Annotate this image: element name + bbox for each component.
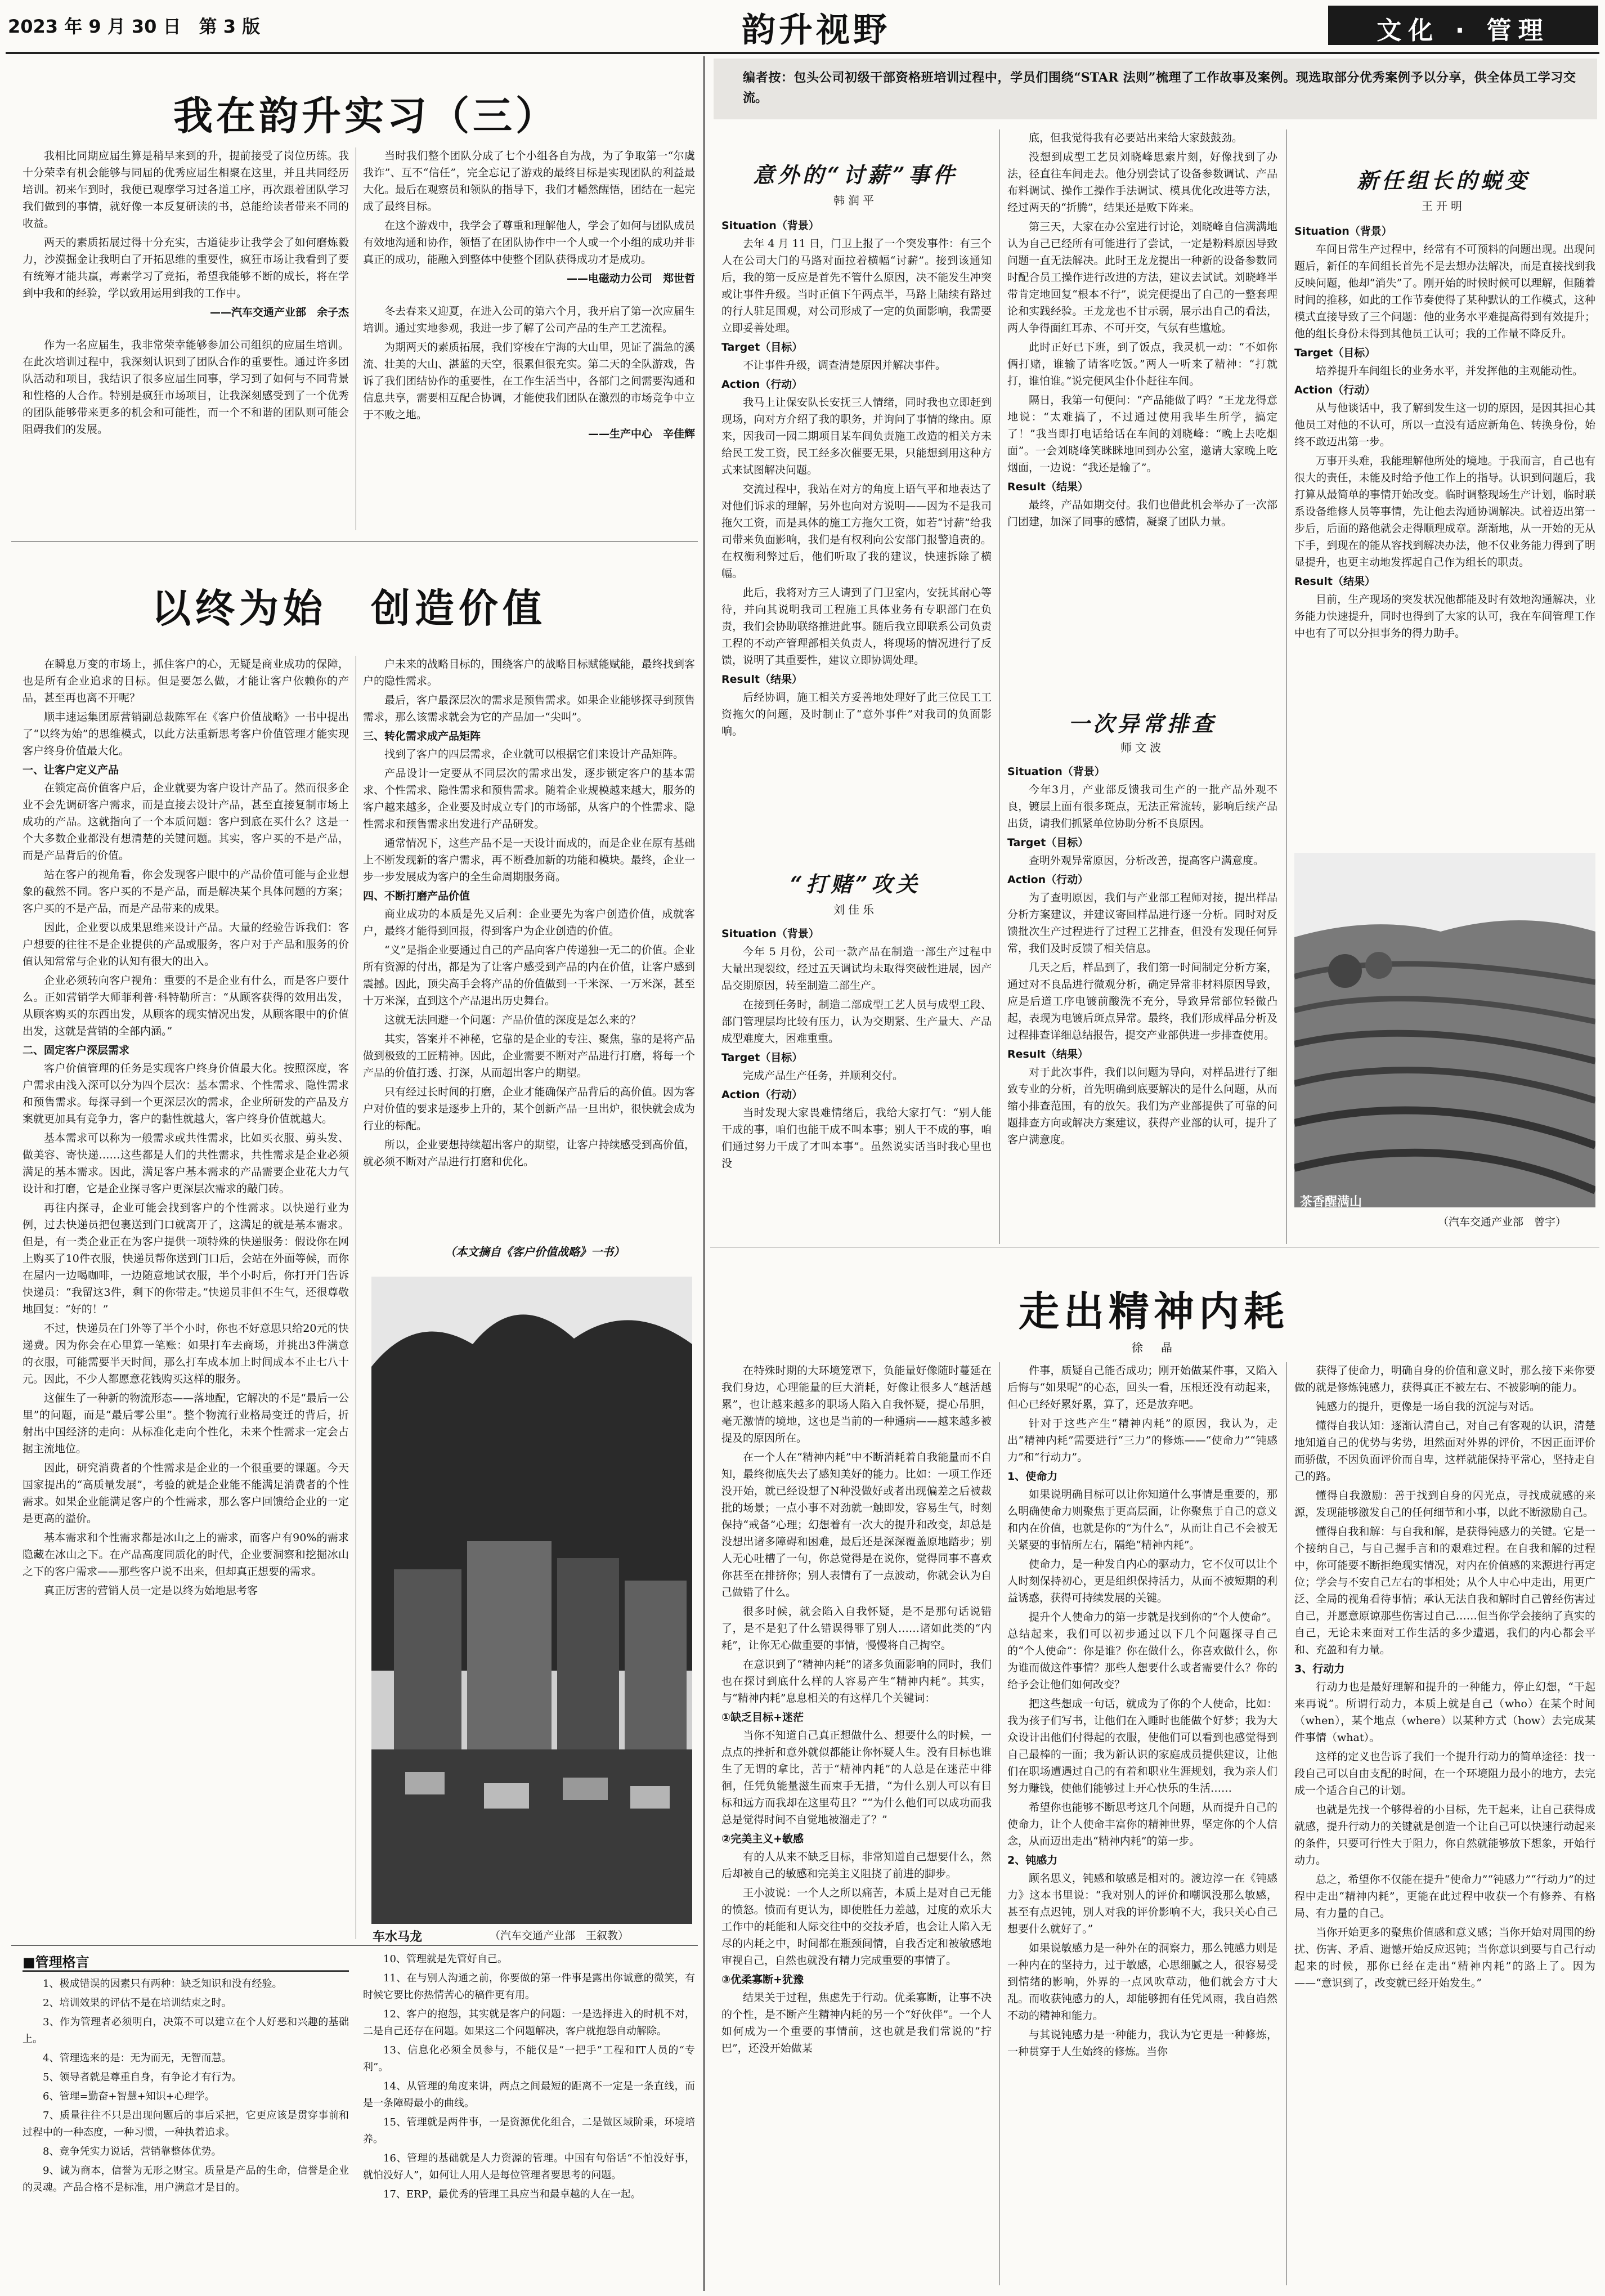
leader-a-text-2: 万事开头难，我能理解他所处的境地。于我而言，自己也有很大的责任，未能及时给予他工作上的指导。认识到问题后，我打算从最简单的事情开始改变。临时调整现场生产计划，临时联系设备维修人员等事情，先让他去沟通协调解决。试着迈出第一步后，后面的路他就会走得顺理成章。渐渐地，从一开始的无从下手，到现在的能从容找到解决办法，他不仅业务能力得到了明显提升，也更主动地发挥起自己作为组长的职责。 (1294, 455, 1595, 569)
spirit-p15: 希望你也能够不断思考这几个问题，从而提升自己的使命力，让个人使命丰富你的精神世界，坚定你的个人信念，从而迈出走出“精神内耗”的第一步。 (1007, 1801, 1277, 1847)
date-issue: 2023 年 9 月 30 日 第 3 版 (8, 16, 261, 37)
value-p6: 企业必须转向客户视角：重要的不是企业有什么，而是客户要什么。正如营销学大师菲利普·科特勒所言：“从顾客获得的效用出发，从顾客购买的东西出发，从顾客的现实情况出发，从顾客眼中的价值出发，这就是营销的全部内涵。” (23, 974, 349, 1037)
spirit-heading-5: 2、钝感力 (1007, 1854, 1058, 1867)
intern-p2: 两天的素质拓展过得十分充实，古道徒步让我学会了如何磨炼毅力，沙漠掘金让我明白了开拓思维的重要性，疯狂市场让我看到了要有统筹才能共赢，毒素学习了竞拓，希望我能够不断的成长，将在学到中我和的经验，学以致用运用到我的工作中。 (23, 236, 349, 299)
tea-photo-drawing (1294, 853, 1595, 1207)
bet-r-label: Result（结果） (1007, 481, 1088, 493)
intern-p4: 当时我们整个团队分成了七个小组各自为战，为了争取第一“尔虞我诈”、互不“信任”，完全忘记了游戏的最终目标是实现团队的利益最大化。最后在观察员和领队的指导下，我们才幡然醒悟，团结在一起完成了最终目标。 (363, 150, 695, 213)
spirit-p26: 也就是先找一个够得着的小目标，先干起来，让自己获得成就感，提升行动力的关键就是创造一个让自己可以快速行动起来的条件，只要可行性大于阻力，你自然就能够放下想象，开始行动力。 (1294, 1803, 1595, 1867)
spirit-p10: 针对于这些产生“精神内耗”的原因，我认为，走出“精神内耗”需要进行“三力”的修炼——“使命力”“钝感力”和“行动力”。 (1007, 1417, 1277, 1463)
spirit-heading-3: ③优柔寡断+犹豫 (721, 1973, 804, 1986)
masthead-rule (6, 52, 1599, 54)
value-p14: 真正厉害的营销人员一定是以终为始地思考客 (44, 1585, 258, 1597)
coffee-t-label: Target（目标） (721, 341, 803, 353)
quotes-col2 (363, 1951, 695, 2289)
quote-14: 14、从管理的角度来讲，两点之间最短的距离不一定是一条直线，而是一条障碍最小的曲线。 (363, 2080, 695, 2109)
spirit-p7: 王小波说：一个人之所以痛苦，本质上是对自己无能的愤怒。愤而有更认为，即使胜任力差越，过度的欢乐大工作中的耗能和人际交往中的交技矛盾，也会让人陷入无尽的内耗之中，时间都在瓶颈间情，自我否定和被敏感地审视自己，自然也就没有精力完成重要的事情了。 (721, 1887, 992, 1967)
street-photo-drawing (371, 1277, 692, 1924)
value-p15: 户未来的战略目标的，围绕客户的战略目标赋能赋能，最终找到客户的隐性需求。 (363, 658, 695, 687)
spirit-col2 (1007, 1362, 1277, 2285)
leader-r-text: 目前，生产现场的突发状况他都能及时有效地沟通解决，业务能力快速提升，同时也得到了大家的认可，我在车间管理工作中也有了可以分担事务的得力助手。 (1294, 593, 1595, 639)
quote-5: 5、领导者就是尊重自身，有争论才有行为。 (43, 2071, 242, 2083)
quote-4: 4、管理选来的是：无为而无，无智而慧。 (43, 2052, 232, 2064)
value-p8: 基本需求可以称为一般需求或共性需求，比如买衣服、剪头发、做美容、寄快递……这些都是人们的共性需求，共性需求是企业必须满足的基本需求。因此，满足客户基本需求的产品需要企业花大力气设计和打磨，它是企业探寻客户更深层次需求的敲门砖。 (23, 1132, 349, 1195)
value-title: 以终为始 创造价值 (151, 585, 546, 632)
leader-story-title: 新任组长的蜕变 (1356, 168, 1530, 193)
tea-photo (1294, 853, 1595, 1207)
bet-t-text: 完成产品生产任务，并顺利交付。 (743, 1069, 904, 1082)
intern-p5: 在这个游戏中，我学会了尊重和理解他人，学会了如何与团队成员有效地沟通和协作，领悟了在团队协作中一个人或一个小组的成功并非真正的成功，能融入到整体中使整个团队获得成功才是成功。 (363, 220, 695, 266)
value-p19: 通常情况下，这些产品不是一天设计而成的，而是企业在原有基础上不断发现新的客户需求，再不断叠加新的功能和模块。最终，企业一步一步发展成为客户的全生命周期服务商。 (363, 837, 695, 883)
street-photo (371, 1277, 692, 1924)
intern-col2 (363, 147, 695, 536)
value-p7: 客户价值管理的任务是实现客户终身价值最大化。按照深度，客户需求由浅入深可以分为四个层次：基本需求、个性需求、隐性需求和预售需求。每探寻到一个更深层次的需求，企业所研发的产品及方案就更加具有竞争力，客户的黏性就越大，客户终身价值就越大。 (23, 1062, 349, 1125)
value-heading-2: 二、固定客户深层需求 (23, 1044, 130, 1057)
page-center-rule (703, 56, 705, 2291)
quote-8: 8、竞争凭实力说话，营销靠整体优势。 (43, 2146, 222, 2158)
value-p3: 在锁定高价值客户后，企业就要为客户设计产品了。然而很多企业不会先调研客户需求，而是直接去设计产品，甚至直接复制市场上成功的产品。这就指向了一个本质问题：客户到底在买什么？这是一个大多数企业都没有想清楚的关键问题。其实，客户买的不是产品，而是产品背后的价值。 (23, 782, 349, 862)
quote-2: 2、培训效果的评估不是在培训结束之时。 (43, 1997, 232, 2009)
spirit-p24: 行动力也是最好理解和提升的一种能力，停止幻想，“干起来再说”。所谓行动力，本质上就是自己（who）在某个时间（when），某个地点（where）以某种方式（how）去完成某件事情（what）。 (1294, 1681, 1595, 1744)
bet-story-body (721, 923, 992, 1238)
leader-a-text: 从与他谈话中，我了解到发生这一切的原因，是因其担心其他员工对他的不认可，所以一直没有适应新角色、转换身份，始终不敢迈出第一步。 (1294, 402, 1595, 448)
leader-s-label: Situation（背景） (1294, 225, 1392, 238)
section-label: 文化 · 管理 (1377, 16, 1550, 45)
bet-s-label: Situation（背景） (721, 928, 819, 940)
bet-cont-p4: 此时正好已下班，到了饭点，我灵机一动：“不如你俩打赌，谁输了请客吃饭。”两人一听来了精神：“打就打，谁怕谁。”说完便风尘仆仆赶往车间。 (1007, 341, 1277, 387)
coffee-story-title: 意外的“讨薪”事件 (753, 162, 958, 187)
spirit-p20: 钝感力的提升，更像是一场自我的沉淀与对话。 (1316, 1400, 1541, 1413)
coffee-story-body (721, 215, 992, 845)
value-p2: 顺丰速运集团原营销副总裁陈军在《客户价值战略》一书中提出了“以终为始”的思维模式，以此方法重新思考客户价值管理才能实现客户终身价值最大化。 (23, 711, 349, 757)
intern-signature-1: ——汽车交通产业部 余子杰 (209, 306, 349, 319)
spirit-p12: 使命力，是一种发自内心的驱动力，它不仅可以让个人时刻保持初心，更是组织保持活力，从而不被短期的利益诱惑，获得可持续发展的关键。 (1007, 1558, 1277, 1604)
quote-1: 1、极成错误的因素只有两种：缺乏知识和没有经验。 (43, 1978, 283, 1990)
bet-cont-p1: 底，但我觉得我有必要站出来给大家鼓鼓劲。 (1029, 132, 1243, 144)
tea-photo-caption-author: （汽车交通产业部 曾宇） (1438, 1216, 1567, 1228)
spirit-p19: 获得了使命力，明确自身的价值和意义时，那么接下来你要做的就是修炼钝感力，获得真正不被左右、不被影响的能力。 (1294, 1364, 1595, 1394)
fault-story-author: 师文波 (1120, 741, 1164, 754)
spirit-p22: 懂得自我激励：善于找到自身的闪光点，寻找成就感的来源，发现能够激发自己的任何细节和小事，以此不断激励自己。 (1294, 1489, 1595, 1519)
spirit-heading-4: 1、使命力 (1007, 1470, 1058, 1483)
value-col2 (363, 656, 695, 1224)
spirit-p23: 懂得自我和解：与自我和解，是获得钝感力的关键。它是一个接纳自己，与自己握手言和的艰难过程。在自我和解的过程中，你可能要不断拒绝现实情况，对内在价值感的来源进行再定位；学会与不安自己左右的事相处；从个人中心中走出，用更广泛、全局的视角看待事情；承认无法自我和解时自己曾经伤害过自己，并愿意原谅那些伤害过自己……但当你学会接纳了真实的自己，无论未来面对工作生活的多少遭遇，我们的内心都会平和、充盈和有力量。 (1294, 1525, 1595, 1656)
value-p21: “义”是指企业要通过自己的产品向客户传递独一无二的价值。企业所有资源的付出，都是为了让客户感受到产品的内在价值，让客户感到震撼。因此，顶尖高手会将产品的价值做到一千米深、一万米深，甚至十万米深，直到这个产品退出历史舞台。 (363, 944, 695, 1007)
quote-9: 9、诚为商本，信誉为无形之财宝。质量是产品的生命，信誉是企业的灵魂。产品合格不是标准，用户满意才是目的。 (23, 2165, 349, 2194)
spirit-p27: 总之，希望你不仅能在提升“使命力”“钝感力”“行动力”的过程中走出“精神内耗”，更能在此过程中收获一个有修养、有格局、有力量的自己。 (1294, 1873, 1595, 1919)
coffee-a-text-2: 交流过程中，我站在对方的角度上语气平和地表达了对他们诉求的理解，另外也向对方说明——因为不是我司拖欠工资，而是具体的施工方拖欠工资，如若“讨薪”给我司带来负面影响，我们是有权利向公安部门报警追责的。在权衡利弊过后，他们听取了我的建议，快速拆除了横幅。 (721, 483, 992, 580)
spirit-p28: 当你开始更多的聚焦价值感和意义感；当你开始对周围的纷扰、伤害、矛盾、遗憾开始反应迟钝；当你意识到要与自己行动起来的时候，那你已经在走出“精神内耗”的路上了。因为——“意识到了，改变就已经开始发生。” (1294, 1926, 1595, 1989)
value-p17: 找到了客户的四层需求，企业就可以根据它们来设计产品矩阵。 (384, 748, 684, 760)
coffee-a-text-3: 此后，我将对方三人请到了门卫室内，安抚其耐心等待，并向其说明我司工程施工具体业务有专职部门在负责，我们会协助联络推进此事。随后我立即联系公司负责工程的不动产管理部相关负责人，将现场的情况进行了反馈，说明了其重要性，建议立即协调处理。 (721, 587, 992, 666)
quotes-heading: ■管理格言 (23, 1954, 89, 1970)
quote-3: 3、作为管理者必须明白，决策不可以建立在个人好恶和兴趣的基础上。 (23, 2016, 349, 2045)
intern-title: 我在韵升实习（三） (173, 93, 558, 139)
spirit-col1 (721, 1362, 992, 2285)
leader-story-body (1294, 221, 1595, 840)
quote-13: 13、信息化必须全员参与，不能仅是“一把手”工程和IT人员的“专利”。 (363, 2044, 695, 2073)
leader-a-label: Action（行动） (1294, 384, 1376, 396)
coffee-s-label: Situation（背景） (721, 220, 819, 232)
spirit-p1: 在特殊时期的大环境笼罩下，负能量好像随时蔓延在我们身边，心理能量的巨大消耗，好像让很多人“越活越累”，也让越来越多的职场人陷入自我怀疑，提心吊胆，毫无激情的境地，这也是当前的一种通病——越来越多被提及的原因所在。 (721, 1364, 992, 1444)
value-p5: 因此，企业要以成果思维来设计产品。大量的经验告诉我们：客户想要的往往不是企业提供的产品或服务，客户对于产品和服务的价值认知常常与企业的认知有很大的出入。 (23, 921, 349, 968)
spirit-title: 走出精神内耗 (1018, 1288, 1289, 1335)
fault-s-text: 今年3月，产业部反馈我司生产的一批产品外观不良，镀层上面有很多斑点，无法正常流转，影响后续产品出货，请我们抓紧单位协助分析不良原因。 (1007, 784, 1277, 830)
value-p1: 在瞬息万变的市场上，抓住客户的心，无疑是商业成功的保障，也是所有企业追求的目标。但是要怎么做，才能让客户依赖你的产品，甚至再也离不开呢？ (23, 658, 349, 704)
quote-11: 11、在与别人沟通之前，你要做的第一件事是露出你诚意的微笑，有时候它要比你热情苦心的稿件更有用。 (363, 1972, 695, 2001)
coffee-a-text: 我马上让保安队长安抚三人情绪，同时我也立即赶到现场，向对方介绍了我的职务，并询问了事情的缘由。原来，因我司一园二期项目某车间负责施工改造的相关方未给民工发工资，民工经多次催要无果，只能想到用这种方式来试图解决问题。 (721, 396, 992, 476)
bet-cont-p2: 没想到成型工艺员刘晓峰思索片刻，好像找到了办法，径直往车间走去。他分别尝试了设备参数调试、产品布料调试、操作工操作手法调试、模具优化改进等方法，经过两天的“折腾”，结果还是败下阵来。 (1007, 151, 1277, 214)
leader-r-label: Result（结果） (1294, 575, 1375, 588)
divider-left-1 (11, 541, 698, 542)
spirit-heading-6: 3、行动力 (1294, 1663, 1345, 1675)
fault-r-text: 对于此次事件，我们以问题为导向，对样品进行了细致专业的分析，首先明确到底要解决的是什么问题，从而缩小排查范围，有的放矢。我们为产业部提供了可靠的问题排查方向或解决方案建议，获得产业部的认可，提升了客户满意度。 (1007, 1066, 1277, 1146)
spirit-p11: 如果说明确目标可以让你知道什么事情是重要的，那么明确使命力则聚焦于更高层面，让你聚焦于自己的意义和内在价值，也就是你的“为什么”，从而让自己不会被无关紧要的事情所左右，隔绝“精神内耗”。 (1007, 1488, 1277, 1551)
bet-cont-p5: 隔日，我第一句便问：“产品能做了吗？”王龙龙得意地说：“太难搞了，不过通过使用我毕生所学，搞定了！”我当即打电话给话在车间的刘晓峰：“晚上去吃烟面”。一会刘晓峰笑眯眯地回到办公室，邀请大家晚上吃烟面，一边说：“我还是输了”。 (1007, 394, 1277, 474)
intern-signature-3: ——生产中心 辛佳辉 (588, 428, 695, 440)
street-photo-caption-title: 车水马龙 (373, 1930, 423, 1944)
coffee-story-author: 韩润平 (833, 194, 877, 207)
quote-7: 7、质量往往不只是出现问题后的事后采把，它更应该是贯穿事前和过程中的一种态度，一种习惯，一种执着追求。 (23, 2110, 349, 2138)
intern-p1: 我相比同期应届生算是稍早来到的升，提前接受了岗位历练。我十分荣幸有机会能够与同届的优秀应届生相聚在这里，并且共同经历培训。初来乍到时，我便已观摩学习过各道工序，再次跟着团队学习我们做到的事情，就好像一本反复研读的书，总能给读者带来不同的收益。 (23, 150, 349, 230)
value-p25: 所以，企业要想持续超出客户的期望，让客户持续感受到高价值，就必须不断对产品进行打磨和优化。 (363, 1139, 695, 1168)
leader-t-text: 培养提升车间组长的业务水平，并发挥他的主观能动性。 (1316, 365, 1584, 377)
spirit-p21: 懂得自我认知：逐渐认清自己，对自己有客观的认识，清楚地知道自己的优势与劣势，坦然面对外界的评价，不因正面评价而骄傲，不因负面评价而自卑，这样就能保持平常心，坚持走自己的路。 (1294, 1420, 1595, 1483)
coffee-r-label: Result（结果） (721, 673, 802, 686)
intern-p7: 为期两天的素质拓展，我们穿梭在宁海的大山里，见证了湍急的溪流、壮美的大山、湛蓝的天空，很累但很充实。第二天的全队游戏，告诉了我们团结协作的重要性，在工作生活当中，各部门之间需要沟通和信息共享，需要相互配合协调，才能使我们团队在激烈的市场竞争中立于不败之地。 (363, 341, 695, 421)
quote-6: 6、管理=勤奋+智慧+知识+心理学。 (43, 2091, 215, 2102)
leader-t-label: Target（目标） (1294, 347, 1376, 359)
editor-note-text: 编者按：包头公司初级干部资格班培训过程中，学员们围绕“STAR 法则”梳理了工作故事及案例。现选取部分优秀案例予以分享，供全体员工学习交流。 (743, 70, 1576, 105)
value-p13: 基本需求和个性需求都是冰山之上的需求，而客户有90%的需求隐藏在冰山之下。在产品高度同质化的时代，企业要洞察和挖掘冰山之下的客户需求——那些客户说不出来，但却真正想要的需求。 (23, 1532, 349, 1578)
value-p16: 最后，客户最深层次的需求是预售需求。如果企业能够探寻到预售需求，那么该需求就会为它的产品加一“尖叫”。 (363, 694, 695, 723)
bet-s-text-2: 在接到任务时，制造二部成型工艺人员与成型工段、部门管理层均比较有压力，认为交期紧、生产量大、产品成型难度大，困难重重。 (721, 999, 992, 1045)
value-p18: 产品设计一定要从不同层次的需求出发，逐步锁定客户的基本需求、个性需求、隐性需求和预售需求。随着企业规模越来越大，服务的客户越来越多，企业要及时成立专门的市场部，从客户的个性需求、隐性需求和预售需求出发进行产品研发。 (363, 767, 695, 830)
bet-t-label: Target（目标） (721, 1051, 803, 1064)
value-p10: 不过，快递员在门外等了半个小时，你也不好意思只给20元的快递费。因为你会在心里算一笔账：如果打车去商场，并挑出3件满意的衣服，可能需要半天时间，那么打车成本加上时间成本不止七八十元。因此，不少人都愿意花钱购买这样的服务。 (23, 1322, 349, 1385)
spirit-p13: 提升个人使命力的第一步就是找到你的“个人使命”。总结起来，我们可以初步通过以下几个问题探寻自己的“个人使命”：你是谁？你在做什么，你喜欢做什么，你为谁而做这件事情？那些人想要什么或者需要什么？你的给予会让他们如何改变？ (1007, 1611, 1277, 1691)
coffee-a-label: Action（行动） (721, 378, 803, 391)
value-p23: 其实，答案并不神秘，它靠的是企业的专注、聚焦，靠的是将产品做到极致的工匠精神。因此，企业需要不断对产品进行打磨，将每一个产品的价值打透、打深，从而超出客户的期望。 (363, 1033, 695, 1079)
intern-signature-2: ——电磁动力公司 郑世哲 (566, 272, 695, 285)
fault-story-body (1007, 761, 1277, 1239)
coffee-r-text: 后经协调，施工相关方妥善地处理好了此三位民工工资拖欠的问题，及时制止了“意外事件”对我司的负面影响。 (721, 691, 992, 737)
value-p4: 站在客户的视角看，你会发现客户眼中的产品价值可能与企业想象的截然不同。客户买的不是产品，而是解决某个具体问题的方案；客户买的不是产品，而是产品带来的成果。 (23, 869, 349, 915)
spirit-p4: 在意识到了“精神内耗”的诸多负面影响的同时，我们也在探讨到底什么样的人容易产生“精神内耗”。其实，与“精神内耗”息息相关的有这样几个关键词： (721, 1658, 992, 1704)
intern-col1 (23, 147, 349, 536)
fault-t-text: 查明外观异常原因，分析改善，提高客户满意度。 (1029, 854, 1265, 867)
coffee-t-text: 不让事件升级，调查清楚原因并解决事件。 (743, 359, 947, 372)
fault-a-label: Action（行动） (1007, 874, 1089, 886)
fault-a-text: 为了查明原因，我们与产业部工程师对接，提出样品分析方案建议，并建议寄回样品进行逐一分析。同时对反馈批次生产过程进行了过程工艺排查，但没有发现任何异常，我们及时反馈了相关信息。 (1007, 892, 1277, 955)
bet-r-text: 最终，产品如期交付。我们也借此机会举办了一次部门团建，加深了同事的感情，凝聚了团队力量。 (1007, 499, 1277, 528)
spirit-heading-1: ①缺乏目标+迷茫 (721, 1711, 804, 1724)
value-source: （本文摘自《客户价值战略》一书） (445, 1245, 625, 1259)
bet-story-author: 刘佳乐 (833, 903, 877, 916)
quote-17: 17、ERP，最优秀的管理工具应当和最卓越的人在一起。 (383, 2188, 641, 2200)
value-p9: 再往内探寻，企业可能会找到客户的个性需求。以快递行业为例，过去快递员把包裹送到门口就离开了，这满足的就是基本需求。但是，有一类企业正在为客户提供一项特殊的快递服务：假设你在网上购买了10件衣服，快递员帮你送到门口后，会站在外面等候，而你在屋内一边喝咖啡，一边随意地试衣服，半个小时后，你打开门告诉快递员：“我留这3件，剩下的你带走。”快递员非但不生气，还很尊敬地回复：“好的！” (23, 1202, 349, 1315)
spirit-p5: 当你不知道自己真正想做什么、想要什么的时候，一点点的挫折和意外就似都能让你怀疑人生。没有目标也谁生了无谓的拿比，苦于“精神内耗”的人总是在迷茫中徘徊，任凭负能量滋生而束手无措，“为什么别人可以有目标和远方而我却在这里苟且？”“为什么他们可以成功而我总是觉得时间不自觉地被溜走了？” (721, 1729, 992, 1826)
tea-photo-caption-title: 茶香醒满山 (1300, 1195, 1362, 1209)
fault-a-text-2: 几天之后，样品到了，我们第一时间制定分析方案，通过对不良品进行微观分析，确定异常非材料原因导致，应是后道工序电镀前酸洗不充分，导致异常部位轻微凸起，表现为电镀后斑点异常。最终，我们形成样品分析及过程排查详细总结报告，提交产业部供进一步排查使用。 (1007, 961, 1277, 1041)
quote-16: 16、管理的基础就是人力资源的管理。中国有句俗话“不怕没好事，就怕没好人”，如何让人用人是每位管理者要思考的问题。 (363, 2152, 695, 2181)
bet-story-title: “打赌”攻关 (790, 871, 921, 897)
value-p24: 只有经过长时间的打磨，企业才能确保产品背后的高价值。因为客户对价值的要求是逐步上升的，某个创新产品一旦出炉，很快就会成为行业的标配。 (363, 1086, 695, 1132)
quotes-col1 (23, 1976, 349, 2291)
masthead (0, 0, 1605, 48)
value-heading-3: 三、转化需求成产品矩阵 (363, 730, 481, 742)
leader-s-text: 车间日常生产过程中，经常有不可预料的问题出现。出现问题后，新任的车间组长首先不是去想办法解决，而是直接找到我反映问题，他却“消失”了。刚开始的时候时候可以理解，但随着时间的推移，如此的工作节奏使得了某种默认的工作模式，这种模式直接导致了三个问题：他的业务水平难提高得到有效提升；他的组长身份未得到其他员工认可；我的工作量不降反升。 (1294, 243, 1595, 340)
spirit-p9: 件事，质疑自己能否成功；刚开始做某件事，又陷入后悔与“如果呢”的心态，回头一看，压根还没有动起来，但心已经好累好累，算了，还是放弃吧。 (1007, 1364, 1277, 1411)
spirit-p16: 顾名思义，钝感和敏感是相对的。渡边淳一在《钝感力》这本书里说：“我对别人的评价和嘲讽没那么敏感，甚至有点迟钝，别人对我的评价影响不大，我只关心自己想要什么就好了。” (1007, 1872, 1277, 1935)
fault-story-title: 一次异常排查 (1068, 711, 1217, 736)
divider-left-2 (11, 1945, 698, 1946)
spirit-p18: 与其说钝感力是一种能力，我认为它更是一种修炼，一种贯穿于人生始终的修炼。当你 (1007, 2029, 1277, 2058)
spirit-p25: 这样的定义也告诉了我们一个提升行动力的简单途径：找一段自己可以自由支配的时间，在一个环境阻力最小的地方，去完成一个适合自己的计划。 (1294, 1751, 1595, 1797)
quote-15: 15、管理就是两件事，一是资源优化组合，二是做区域阶乘，环境培养。 (363, 2116, 695, 2145)
spirit-p17: 如果说敏感力是一种外在的洞察力，那么钝感力则是一种内在的坚持力，过于敏感，心思细腻之人，很容易受到情绪的影响，外界的一点风吹草动，他们就会方寸大乱。而收获钝感力的人，却能够拥有任凭风雨，我自岿然不动的精神和能力。 (1007, 1942, 1277, 2022)
quote-10: 10、管理就是先管好自己。 (383, 1953, 508, 1965)
quotes-heading-rule (23, 1970, 349, 1972)
fault-s-label: Situation（背景） (1007, 766, 1105, 778)
spirit-p3: 很多时候，就会陷入自我怀疑，是不是那句话说错了，是不是犯了什么错误得罪了别人……诸如此类的“内耗”，让你无心做重要的事情，慢慢将自己掏空。 (721, 1605, 992, 1651)
intern-p3: 作为一名应届生，我非常荣幸能够参加公司组织的应届生培训。在此次培训过程中，我深刻认识到了团队合作的重要性。通过许多团队活动和项目，我结识了很多应届生同事，学习到了如何与不同背景和性格的人合作。特别是疯狂市场项目，让我深刻感受到了一个优秀的团队能够带来更多的机会和可能性，而一个不和谐的团队则可能会阻碍我们的发展。 (23, 339, 349, 436)
value-col1 (23, 656, 349, 1939)
leader-story-author: 王开明 (1422, 199, 1465, 213)
bet-a-label: Action（行动） (721, 1089, 803, 1101)
value-heading-4: 四、不断打磨产品价值 (363, 890, 470, 902)
spirit-col3 (1294, 1362, 1595, 2285)
spirit-author: 徐 晶 (1132, 1341, 1176, 1354)
value-p11: 这催生了一种新的物流形态——落地配，它解决的不是“最后一公里”的问题，而是“最后零公里”。整个物流行业格局变迁的背后，折射出中国经济的走向：从标准化走向个性化，未来个性需求一定会占据主流地位。 (23, 1392, 349, 1455)
spirit-p2: 在一个人在“精神内耗”中不断消耗着自我能量而不自知，最终彻底失去了感知美好的能力。比如：一项工作还没开始，就已经设想了N种没做好或者出现偏差之后被裁批的场景；一点小事不对劲就一触即发，容易生气，时刻保持“戒备”心理；幻想着有一次大的提升和改变，却总是没想出诸多障碍和困难，最后还是深深覆盖原地踏步；别人无心吐槽了一句，你总觉得是在说你，觉得同事不喜欢你甚至在排挤你；别人表情有了一点波动，你就会认为自己做错了什么。 (721, 1451, 992, 1599)
bet-a-text: 当时发现大家畏难情绪后，我给大家打气：“别人能干成的事，咱们也能干成不叫本事；别人干不成的事，咱们通过努力干成了才叫本事”。虽然说实话当时我心里也没 (721, 1107, 992, 1170)
paper-name: 韵升视野 (742, 11, 890, 50)
value-p20: 商业成功的本质是先又后利：企业要先为客户创造价值，成就客户，最终才能得到回报，得到客户为企业创造的价值。 (363, 908, 695, 937)
spirit-p8: 结果关于过程，焦虑先于行动。优柔寡断，让事不决的个性，是不断产生精神内耗的另一个“好伙伴”。一个人如何成为一个重要的事情前，这也就是我们常说的“拧巴”，还没开始做某 (721, 1991, 992, 2055)
spirit-p6: 有的人从来不缺乏目标，非常知道自己想要什么，然后却被自己的敏感和完美主义阻挠了前进的脚步。 (721, 1851, 992, 1880)
bet-continuation (1007, 129, 1277, 760)
value-p22: 这就无法回避一个问题：产品价值的深度是怎么来的？ (384, 1014, 642, 1026)
street-photo-caption-author: （汽车交通产业部 王叙教） (490, 1930, 629, 1942)
fault-r-label: Result（结果） (1007, 1048, 1088, 1060)
coffee-s-text: 去年 4 月 11 日，门卫上报了一个突发事件：有三个人在公司大门的马路对面拉着横幅“讨薪”。接到该通知后，我的第一反应是首先不管什么原因，决不能发生冲突或让事件升级。当时正值下午两点半，马路上陆续有路过的行人驻足围观，对公司形成了一定的负面影响，我需要立即妥善处理。 (721, 238, 992, 334)
quote-12: 12、客户的抱怨，其实就是客户的问题：一是选择进入的时机不对，二是自己还存在问题。如果这二个问题解决，客户就抱怨自动解除。 (363, 2008, 695, 2037)
spirit-p14: 把这些想成一句话，就成为了你的个人使命，比如：我为孩子们写书，让他们在入睡时也能做个好梦；我为大众设计出他们付得起的衣服，使他们可以看到也感觉得到自己最棒的一面；我为新认识的家庭成员提供建议，让他们在职场遭遇过自己的有着和职业生涯规划，我为亲人们努力赚钱，使他们能够过上开心快乐的生活…… (1007, 1698, 1277, 1794)
value-p12: 因此，研究消费者的个性需求是企业的一个很重要的课题。今天国家提出的“高质量发展”，考验的就是企业能不能满足消费者的个性需求。如果企业能满足客户的个性需求，那么客户回馈给企业的一定是更高的溢价。 (23, 1462, 349, 1525)
bet-s-text: 今年 5 月份，公司一款产品在制造一部生产过程中大量出现裂纹，经过五天调试均未取得突破性进展，因产品交期原因，转至制造二部生产。 (721, 946, 992, 992)
spirit-heading-2: ②完美主义+敏感 (721, 1833, 804, 1845)
fault-t-label: Target（目标） (1007, 836, 1089, 849)
intern-p6: 冬去春来又迎夏，在进入公司的第六个月，我开启了第一次应届生培训。通过实地参观，我进一步了解了公司产品的生产工艺流程。 (363, 305, 695, 334)
bet-cont-p3: 第三天，大家在办公室进行讨论，刘晓峰自信满满地认为自己已经所有可能进行了尝试，一定是粉料原因导致问题一直无法解决。此时王龙龙提出一种新的设备参数同时配合员工操作进行改进的方法，建议去试试。刘晓峰半带肯定地回复“根本不行”，说完便提出了自己的一整套理论和实践经验。王龙龙也不甘示弱，展示出自己的看法，两人争得面红耳赤、不可开交，气氛有些尴尬。 (1007, 221, 1277, 334)
value-heading-1: 一、让客户定义产品 (23, 764, 119, 776)
